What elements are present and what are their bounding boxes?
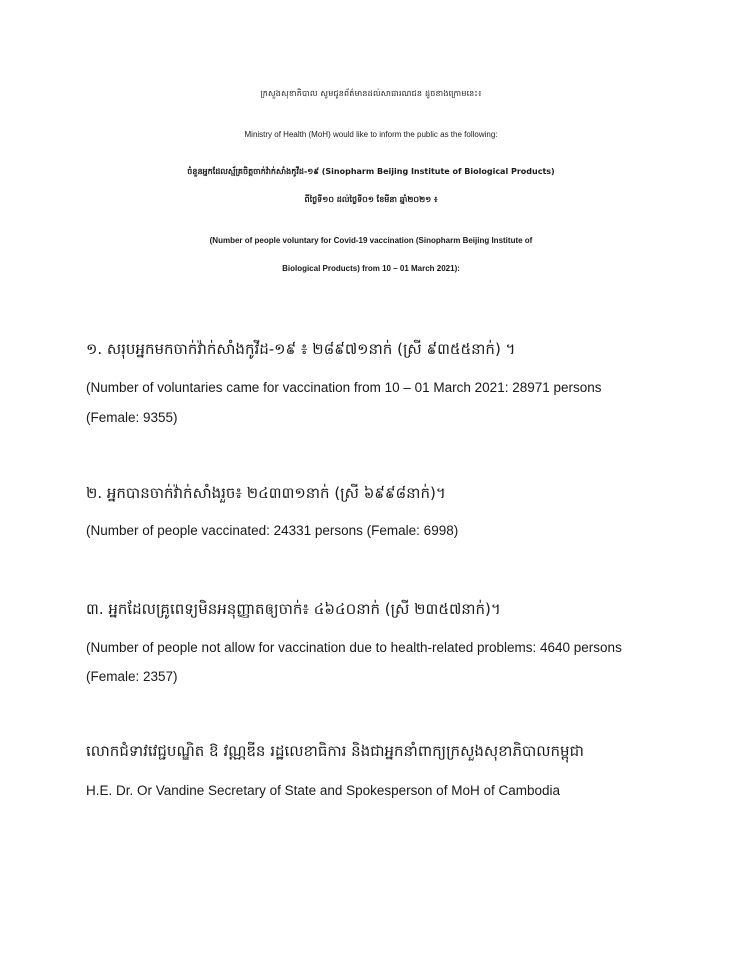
kh-intro-text: ក្រសួងសុខាភិបាល សូមជូនព័ត៌មានដល់សាធារណជន ដូចខាងក្រោមនេះ៖ [260, 89, 482, 98]
en-title-line2: Biological Products) from 10 – 01 March 2021): [282, 264, 460, 273]
item-3-en-line2: (Female: 2357) [86, 669, 178, 684]
en-title-line1: (Number of people voluntary for Covid-19 vaccination (Sinopharm Beijing Institute of [209, 236, 533, 245]
kh-title-line1: ចំនួនអ្នកដែលស្ម័គ្រចិត្តចាក់វ៉ាក់សាំងកូវីដ-១៩ (Sinopharm Beijing Institute of Biological Products) [187, 167, 555, 176]
item-2-en-line1: (Number of people vaccinated: 24331 persons (Female: 6998) [86, 523, 459, 538]
kh-signature: លោកជំទាវវេជ្ជបណ្ឌិត ឱ វណ្ណឌីន រដ្ឋលេខាធិការ និងជាអ្នកនាំពាក្យក្រសួងសុខាភិបាលកម្ពុជា [86, 742, 584, 760]
item-3-kh: ៣. អ្នកដែលគ្រូពេទ្យមិនអនុញ្ញាតឲ្យចាក់៖ ៤៦៤០នាក់ (ស្រី ២៣៥៧នាក់)។ [86, 600, 501, 618]
en-signature: H.E. Dr. Or Vandine Secretary of State and Spokesperson of MoH of Cambodia [86, 783, 560, 798]
item-1-en-line2: (Female: 9355) [86, 410, 178, 425]
kh-title-line2: ពីថ្ងៃទី១០ ដល់ថ្ងៃទី០១ ខែមីនា ឆ្នាំ២០២១ ៖ [304, 195, 438, 204]
item-1-en-line1: (Number of voluntaries came for vaccination from 10 – 01 March 2021: 28971 persons [86, 380, 602, 395]
item-1-kh: ១. សរុបអ្នកមកចាក់វ៉ាក់សាំងកូវីដ-១៩ ៖ ២៨៩៧១នាក់ (ស្រី ៩៣៥៥នាក់) ។ [86, 340, 516, 358]
item-2-kh: ២. អ្នកបានចាក់វ៉ាក់សាំងរួច៖ ២៤៣៣១នាក់ (ស្រី ៦៩៩៨នាក់)។ [86, 484, 446, 502]
item-3-en-line1: (Number of people not allow for vaccination due to health-related problems: 4640 persons [86, 640, 622, 655]
en-intro-text: Ministry of Health (MoH) would like to inform the public as the following: [244, 130, 498, 139]
